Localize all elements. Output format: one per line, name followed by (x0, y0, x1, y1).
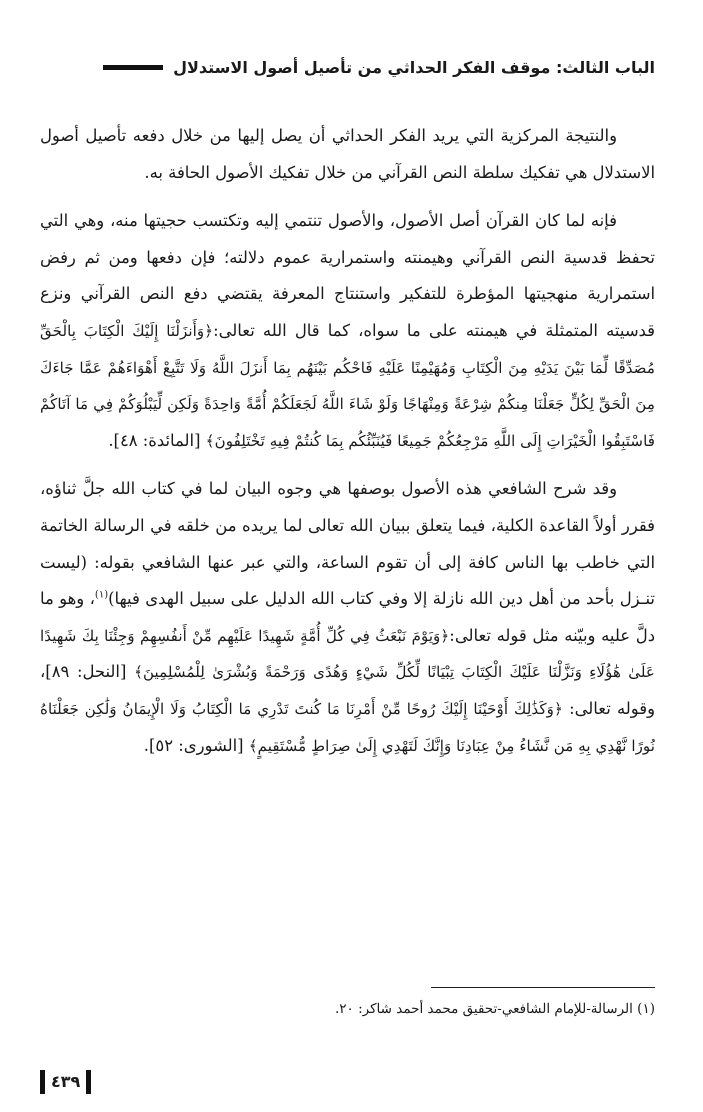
quran-verse-maidah: ﴿وَأَنزَلْنَا إِلَيْكَ الْكِتَابَ بِالْحَقِّ مُصَدِّقًا لِّمَا بَيْنَ يَدَيْهِ مِنَ الْكِتَابِ وَمُهَيْمِنًا عَلَيْهِ فَاحْكُم بَيْنَهُم بِمَا أَنزَلَ اللَّهُ وَلَا تَتَّبِعْ أَهْوَاءَهُمْ عَمَّا جَاءَكَ مِنَ الْحَقِّ لِكُلٍّ جَعَلْنَا مِنكُمْ شِرْعَةً وَمِنْهَاجًا وَلَوْ شَاءَ اللَّهُ لَجَعَلَكُمْ أُمَّةً وَاحِدَةً وَلَكِن لِّيَبْلُوَكُمْ فِي مَا آتَاكُمْ فَاسْتَبِقُوا الْخَيْرَاتِ إِلَى اللَّهِ مَرْجِعُكُمْ جَمِيعًا فَيُنَبِّئُكُم بِمَا كُنتُمْ فِيهِ تَخْتَلِفُونَ﴾ (40, 321, 655, 450)
footnote-marker: (١) (94, 589, 109, 601)
paragraph-3 (40, 471, 655, 764)
running-header (40, 50, 655, 84)
quran-verse-nahl: ﴿وَيَوْمَ نَبْعَثُ فِي كُلِّ أُمَّةٍ شَهِيدًا عَلَيْهِم مِّنْ أَنفُسِهِمْ وَجِئْنَا بِكَ شَهِيدًا عَلَىٰ هَٰؤُلَاءِ وَنَزَّلْنَا عَلَيْكَ الْكِتَابَ تِبْيَانًا لِّكُلِّ شَيْءٍ وَهُدًى وَرَحْمَةً وَبُشْرَىٰ لِلْمُسْلِمِينَ﴾ (40, 626, 655, 682)
header-rule (103, 65, 163, 70)
verse-reference-nahl: [النحل: ٨٩]، وقوله تعالى: (40, 662, 655, 718)
page-number: ٤٣٩ (40, 1070, 91, 1094)
chapter-title: الباب الثالث: موقف الفكر الحداثي من تأصيل أصول الاستدلال (173, 57, 655, 77)
paragraph-2-intro: فإنه لما كان القرآن أصل الأصول، والأصول تنتمي إليه وتكتسب حجيتها منه، وهي التي تحفظ قدسية النص القرآني وهيمنته واستمرارية عموم دلالته؛ فإن دفعها ومن ثم رفض استمرارية منهجيتها المؤطرة للتفكير واستنتاج المعرفة يقتضي دفع النص القرآني ونزع قدسيته المتمثلة في هيمنته على ما سواه، كما قال الله تعالى: (40, 211, 655, 340)
main-text (40, 118, 655, 776)
paragraph-2 (40, 203, 655, 459)
paragraph-1: والنتيجة المركزية التي يريد الفكر الحداثي أن يصل إليها من خلال دفعه تأصيل أصول الاستدلال هي تفكيك سلطة النص القرآني من خلال تفكيك الأصول الحافة به. (40, 126, 655, 182)
footnote: (١) الرسالة-للإمام الشافعي-تحقيق محمد أحمد شاكر: ٢٠. (334, 1001, 655, 1017)
paragraph-3-mid: ، وهو ما دلَّ عليه وبيّنه مثل قوله تعالى: (40, 589, 656, 645)
verse-reference-maidah: [المائدة: ٤٨]. (108, 430, 206, 450)
verse-reference-shura: [الشورى: ٥٢]. (143, 735, 249, 755)
quran-verse-shura: ﴿وَكَذَٰلِكَ أَوْحَيْنَا إِلَيْكَ رُوحًا مِّنْ أَمْرِنَا مَا كُنتَ تَدْرِي مَا الْكِتَابُ وَلَا الْإِيمَانُ وَلَٰكِن جَعَلْنَاهُ نُورًا نَّهْدِي بِهِ مَن نَّشَاءُ مِنْ عِبَادِنَا وَإِنَّكَ لَتَهْدِي إِلَىٰ صِرَاطٍ مُّسْتَقِيمٍ﴾ (40, 699, 655, 755)
paragraph-3-intro: وقد شرح الشافعي هذه الأصول بوصفها هي وجوه البيان لما في كتاب الله جلَّ ثناؤه، فقرر أولاً القاعدة الكلية، فيما يتعلق ببيان الله تعالى لما يريده من خلقه في الرسالة الخاتمة التي خاطب بها الناس كافة إلى أن تقوم الساعة، والتي عبر عنها الشافعي بقوله: (ليست تنـزل بأحد من أهل دين الله نازلة إلا وفي كتاب الله الدليل على سبيل الهدى فيها) (40, 479, 655, 609)
footnote-separator (431, 987, 655, 988)
